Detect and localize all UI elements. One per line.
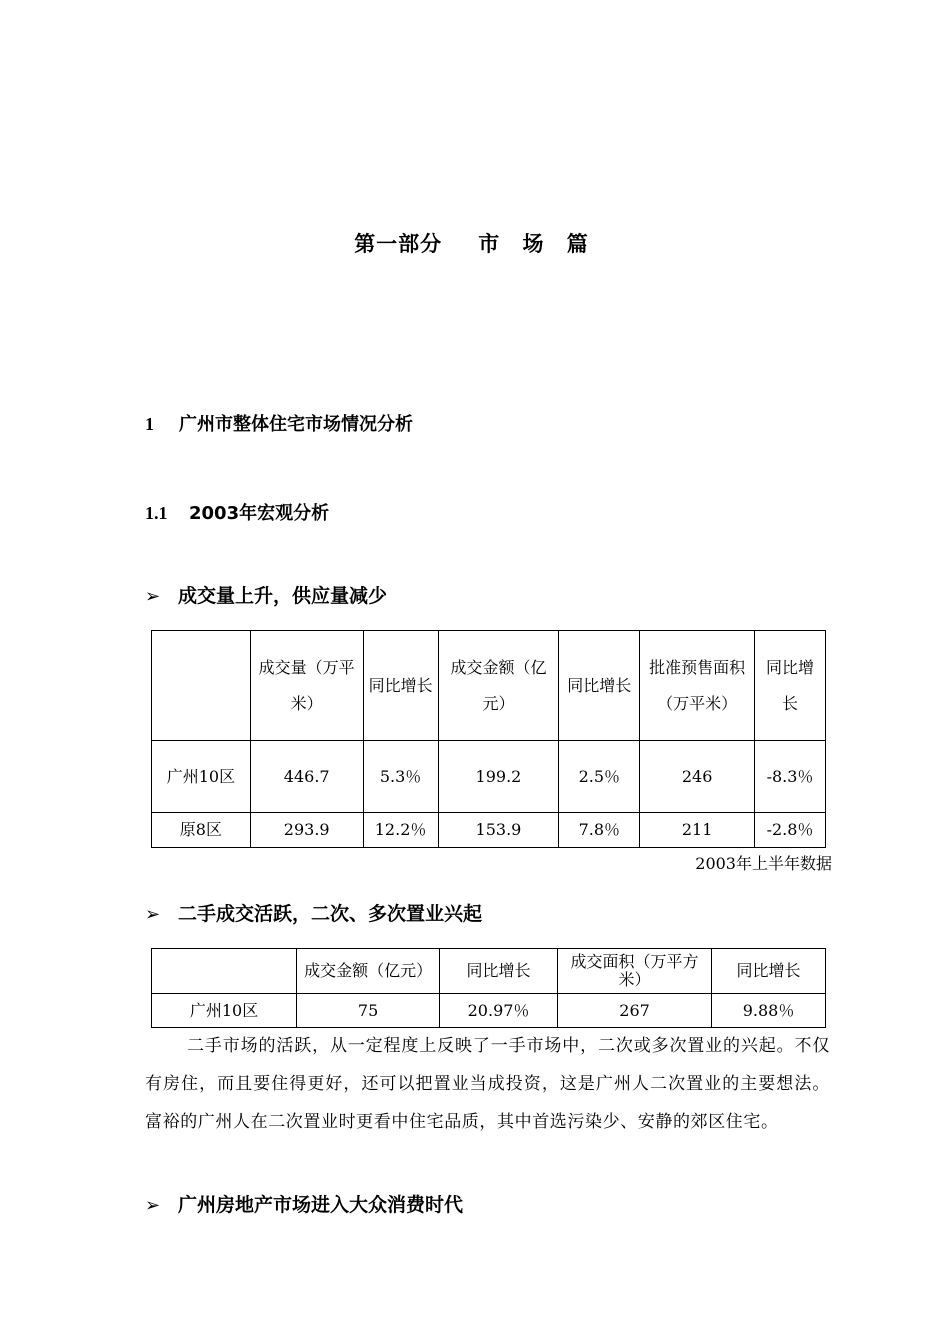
table-cell: 153.9 [438, 813, 559, 848]
table-cell: 211 [640, 813, 755, 848]
bullet-heading-3 [145, 1190, 463, 1217]
table-cell: 2.5％ [559, 741, 640, 813]
bullet-text: 广州房地产市场进入大众消费时代 [178, 1194, 464, 1216]
table-row [152, 741, 826, 813]
section-number: 1 [145, 414, 154, 434]
table-row [152, 994, 826, 1028]
table-header-cell: 成交面积（万平方米） [557, 949, 711, 994]
table-header-cell [152, 631, 251, 741]
table-cell: -2.8％ [755, 813, 826, 848]
table-header-cell: 同比增长 [363, 631, 438, 741]
subsection-number: 1.1 [145, 503, 168, 523]
table-header-cell: 同比增长 [755, 631, 826, 741]
table-cell: -8.3％ [755, 741, 826, 813]
bullet-heading-1 [145, 581, 387, 608]
table-cell: 267 [557, 994, 711, 1028]
title-name: 市 场 篇 [478, 232, 596, 256]
table-header-cell: 成交量（万平米） [250, 631, 363, 741]
table-cell: 原8区 [152, 813, 251, 848]
table-header-cell: 成交金额（亿元） [438, 631, 559, 741]
table-cell: 446.7 [250, 741, 363, 813]
subsection-title: 2003年宏观分析 [189, 503, 330, 524]
body-paragraph: 二手市场的活跃，从一定程度上反映了一手市场中，二次或多次置业的兴起。不仅有房住，而且要住得更好，还可以把置业当成投资，这是广州人二次置业的主要想法。富裕的广州人在二次置业时更看中住宅品质，其中首选污染少、安静的郊区住宅。 [145, 1036, 830, 1132]
table-cell: 广州10区 [152, 994, 297, 1028]
arrow-right-icon: ➢ [145, 904, 161, 925]
section-heading-1-1 [145, 499, 329, 525]
table-header-cell: 成交金额（亿元） [297, 949, 440, 994]
table-cell: 246 [640, 741, 755, 813]
transaction-table [151, 630, 826, 848]
title-part: 第一部分 [354, 232, 443, 256]
table-cell: 5.3％ [363, 741, 438, 813]
table-cell: 广州10区 [152, 741, 251, 813]
bullet-text: 成交量上升，供应量减少 [178, 585, 388, 607]
table-source-note: 2003年上半年数据 [695, 854, 832, 873]
table-cell: 199.2 [438, 741, 559, 813]
section-heading-1 [145, 410, 413, 436]
bullet-heading-2 [145, 899, 482, 926]
table-header-cell [152, 949, 297, 994]
table-cell: 75 [297, 994, 440, 1028]
table-header-row [152, 949, 826, 994]
table-header-cell: 批准预售面积（万平米） [640, 631, 755, 741]
arrow-right-icon: ➢ [145, 586, 161, 607]
section-title: 广州市整体住宅市场情况分析 [179, 414, 413, 435]
bullet-text: 二手成交活跃，二次、多次置业兴起 [178, 903, 483, 925]
table-header-cell: 同比增长 [440, 949, 558, 994]
table-header-cell: 同比增长 [559, 631, 640, 741]
table-cell: 12.2％ [363, 813, 438, 848]
table-header-row [152, 631, 826, 741]
table-header-cell: 同比增长 [712, 949, 826, 994]
secondhand-table [151, 948, 826, 1028]
table-cell: 20.97％ [440, 994, 558, 1028]
page-title [0, 228, 950, 258]
table-row [152, 813, 826, 848]
table-cell: 293.9 [250, 813, 363, 848]
table-cell: 7.8％ [559, 813, 640, 848]
table-cell: 9.88％ [712, 994, 826, 1028]
arrow-right-icon: ➢ [145, 1195, 161, 1216]
